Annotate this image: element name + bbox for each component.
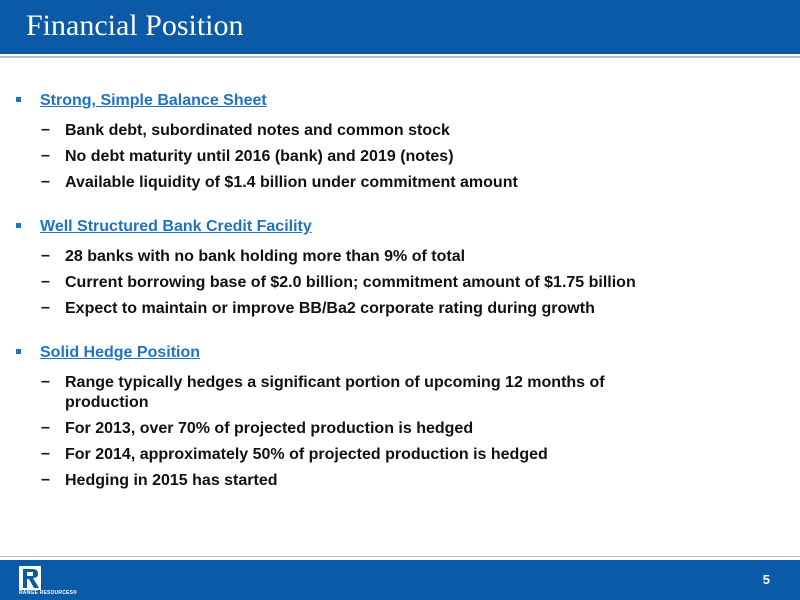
page-number: 5 xyxy=(762,572,770,587)
section-credit-facility xyxy=(0,216,800,319)
square-bullet-icon xyxy=(16,97,21,102)
section-heading xyxy=(0,216,800,241)
title-divider xyxy=(0,56,800,58)
list-item-text: 28 banks with no bank holding more than 9% of total xyxy=(65,248,466,265)
square-bullet-icon xyxy=(16,223,21,228)
footer-divider xyxy=(0,556,800,557)
dash-bullet: – xyxy=(41,147,50,164)
list-item-text: Bank debt, subordinated notes and common stock xyxy=(65,122,450,139)
list-item-text: Hedging in 2015 has started xyxy=(65,472,278,489)
section-title: Strong, Simple Balance Sheet xyxy=(40,92,267,109)
list-item-text: No debt maturity until 2016 (bank) and 2019 (notes) xyxy=(65,148,454,165)
square-bullet-icon xyxy=(16,349,21,354)
section-heading xyxy=(0,342,800,367)
list-item xyxy=(0,247,800,267)
dash-bullet: – xyxy=(41,173,50,190)
list-item xyxy=(0,445,800,465)
list-item xyxy=(0,121,800,141)
list-item xyxy=(0,419,800,439)
list-item-text: For 2014, approximately 50% of projected production is hedged xyxy=(65,446,548,463)
list-item-text: Range typically hedges a significant portion of upcoming 12 months of production xyxy=(65,374,605,411)
list-item xyxy=(0,299,800,319)
list-item xyxy=(0,173,800,193)
list-item xyxy=(0,147,800,167)
dash-bullet: – xyxy=(41,299,50,316)
title-bar xyxy=(0,0,800,54)
slide-content xyxy=(0,90,800,514)
dash-bullet: – xyxy=(41,273,50,290)
dash-bullet: – xyxy=(41,471,50,488)
list-item-text: Available liquidity of $1.4 billion under commitment amount xyxy=(65,174,518,191)
section-heading xyxy=(0,90,800,115)
logo-text: RANGE RESOURCES® xyxy=(19,590,78,596)
section-balance-sheet xyxy=(0,90,800,193)
dash-bullet: – xyxy=(41,445,50,462)
dash-bullet: – xyxy=(41,247,50,264)
list-item xyxy=(0,373,800,413)
footer-bar xyxy=(0,560,800,600)
section-title: Well Structured Bank Credit Facility xyxy=(40,218,312,235)
list-item xyxy=(0,471,800,491)
slide-title: Financial Position xyxy=(26,9,244,42)
list-item-text: Current borrowing base of $2.0 billion; commitment amount of $1.75 billion xyxy=(65,274,636,291)
section-hedge-position xyxy=(0,342,800,491)
dash-bullet: – xyxy=(41,121,50,138)
dash-bullet: – xyxy=(41,373,50,390)
section-title: Solid Hedge Position xyxy=(40,344,201,361)
list-item-text: Expect to maintain or improve BB/Ba2 corporate rating during growth xyxy=(65,300,595,317)
dash-bullet: – xyxy=(41,419,50,436)
list-item-text: For 2013, over 70% of projected production is hedged xyxy=(65,420,474,437)
list-item xyxy=(0,273,800,293)
